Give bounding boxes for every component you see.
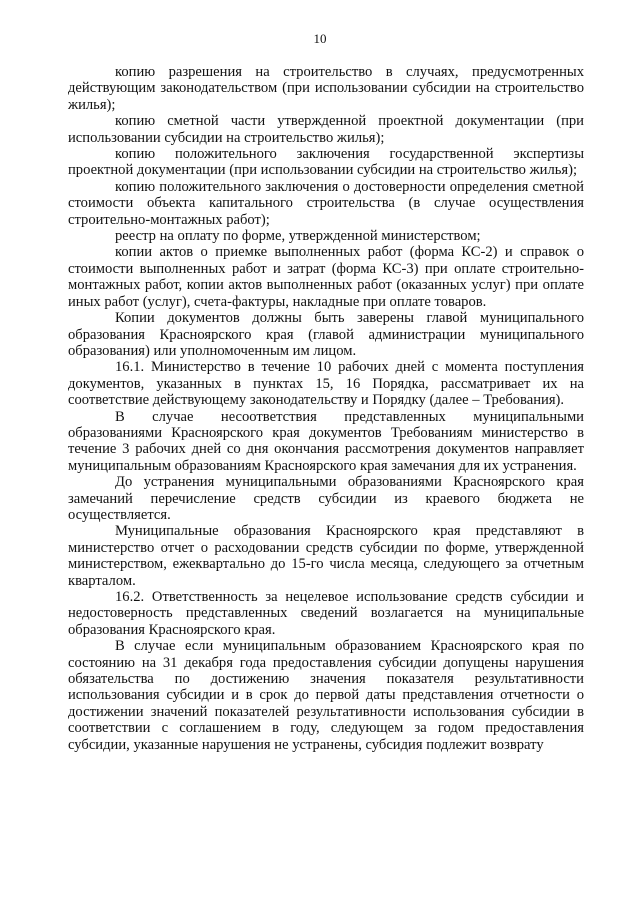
paragraph-estimate-part: копию сметной части утвержденной проектной документации (при использовании субсидии на строительство жилья); bbox=[68, 113, 584, 146]
paragraph-transfer-suspension: До устранения муниципальными образованиями Красноярского края замечаний перечисление средств субсидии из краевого бюджета не осуществляется. bbox=[68, 474, 584, 523]
paragraph-refund-conditions: В случае если муниципальным образованием Красноярского края по состоянию на 31 декабря года предоставления субсидии допущены нарушения обязательства по достижению значения показателя результативности использования субсидии и в срок до первой даты представления отчетности о достижении значений показателей результативности использования субсидии в соответствии с соглашением в году, следующем за годом предоставления субсидии, указанные нарушения не устранены, субсидия подлежит возврату bbox=[68, 638, 584, 753]
document-body bbox=[68, 64, 584, 753]
paragraph-nonconformity: В случае несоответствия представленных муниципальными образованиями Красноярского края документов Требованиям министерство в течение 3 рабочих дней со дня окончания рассмотрения документов направляет муниципальным образованиям Красноярского края замечания для их устранения. bbox=[68, 408, 584, 474]
paragraph-cost-reliability: копию положительного заключения о достоверности определения сметной стоимости объекта капитального строительства (в случае осуществления строительно-монтажных работ); bbox=[68, 178, 584, 228]
paragraph-building-permit: копию разрешения на строительство в случаях, предусмотренных действующим законодательством (при использовании субсидии на строительство жилья); bbox=[68, 64, 584, 113]
paragraph-payment-register: реестр на оплату по форме, утвержденной министерством; bbox=[115, 228, 481, 245]
paragraph-16-1: 16.1. Министерство в течение 10 рабочих дней с момента поступления документов, указанных в пунктах 15, 16 Порядка, рассматривает их на соответствие действующему законодательству и Порядку (далее – Требования). bbox=[68, 359, 584, 409]
page-number: 10 bbox=[313, 31, 327, 46]
paragraph-certification: Копии документов должны быть заверены главой муниципального образования Красноярского края (главой администрации муниципального образования) или уполномоченным им лицом. bbox=[68, 310, 584, 359]
paragraph-acceptance-acts: копии актов о приемке выполненных работ (форма КС-2) и справок о стоимости выполненных работ и затрат (форма КС-3) при оплате строительно-монтажных работ, копии актов выполненных работ (оказанных услуг) при оплате иных работ (услуг), счета-фактуры, накладные при оплате товаров. bbox=[68, 244, 584, 310]
paragraph-16-2: 16.2. Ответственность за нецелевое использование средств субсидии и недостоверность представленных сведений возлагается на муниципальные образования Красноярского края. bbox=[68, 589, 584, 638]
paragraph-state-expertise: копию положительного заключения государственной экспертизы проектной документации (при использовании субсидии на строительство жилья); bbox=[68, 146, 584, 179]
paragraph-quarterly-report: Муниципальные образования Красноярского края представляют в министерство отчет о расходовании средств субсидии по форме, утвержденной министерством, ежеквартально до 15-го числа месяца, следующего за отчетным кварталом. bbox=[68, 523, 584, 589]
